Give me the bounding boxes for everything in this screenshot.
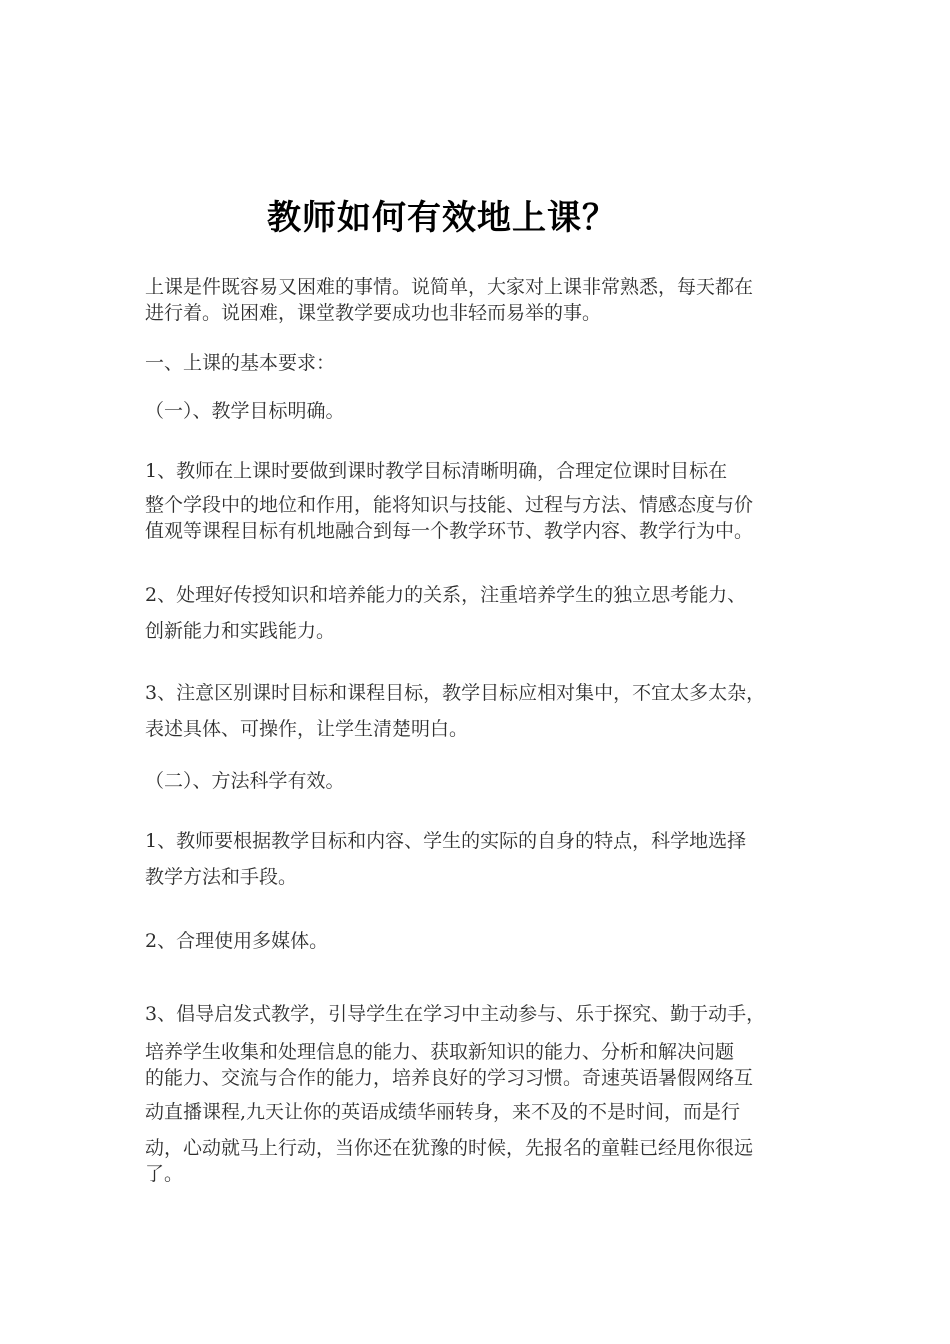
text-line: 动，心动就马上行动，当你还在犹豫的时候，先报名的童鞋已经甩你很远 xyxy=(145,1137,754,1159)
text-line: 教学方法和手段。 xyxy=(145,866,298,888)
text-line: （二）、方法科学有效。 xyxy=(145,770,345,792)
text-line: 2、处理好传授知识和培养能力的关系，注重培养学生的独立思考能力、 xyxy=(145,584,747,606)
list-item-2-1 xyxy=(145,828,825,890)
intro-paragraph xyxy=(145,274,825,326)
list-item-2-2 xyxy=(145,928,825,954)
text-line: 表述具体、可操作，让学生清楚明白。 xyxy=(145,718,469,740)
text-line: 2、合理使用多媒体。 xyxy=(145,930,329,952)
list-item-1-2 xyxy=(145,582,825,644)
section-heading-1 xyxy=(145,350,825,376)
text-line: 1、教师要根据教学目标和内容、学生的实际的自身的特点，科学地选择 xyxy=(145,830,747,852)
text-line: 了。 xyxy=(145,1163,184,1185)
text-line: 培养学生收集和处理信息的能力、获取新知识的能力、分析和解决问题 xyxy=(145,1041,735,1063)
text-line: 整个学段中的地位和作用，能将知识与技能、过程与方法、情感态度与价 xyxy=(145,494,754,516)
text-line: 3、倡导启发式教学，引导学生在学习中主动参与、乐于探究、勤于动手， xyxy=(145,1003,766,1025)
text-line: 进行着。说困难，课堂教学要成功也非轻而易举的事。 xyxy=(145,302,602,324)
list-item-1-1 xyxy=(145,458,825,544)
subsection-heading-1 xyxy=(145,398,825,424)
document-title: 教师如何有效地上课？ xyxy=(267,198,617,238)
text-line: 上课是件既容易又困难的事情。说简单，大家对上课非常熟悉，每天都在 xyxy=(145,276,754,298)
text-line: 值观等课程目标有机地融合到每一个教学环节、教学内容、教学行为中。 xyxy=(145,520,754,542)
text-line: 一、上课的基本要求： xyxy=(145,352,336,374)
list-item-1-3 xyxy=(145,680,825,742)
text-line: （一）、教学目标明确。 xyxy=(145,400,345,422)
text-line: 创新能力和实践能力。 xyxy=(145,620,336,642)
text-line: 3、注意区别课时目标和课程目标，教学目标应相对集中，不宜太多太杂， xyxy=(145,682,766,704)
text-line: 动直播课程,九天让你的英语成绩华丽转身，来不及的不是时间，而是行 xyxy=(145,1101,741,1123)
subsection-heading-2 xyxy=(145,768,825,794)
text-line: 1、教师在上课时要做到课时教学目标清晰明确，合理定位课时目标在 xyxy=(145,460,728,482)
list-item-2-3 xyxy=(145,1001,825,1187)
text-line: 的能力、交流与合作的能力，培养良好的学习习惯。奇速英语暑假网络互 xyxy=(145,1067,754,1089)
